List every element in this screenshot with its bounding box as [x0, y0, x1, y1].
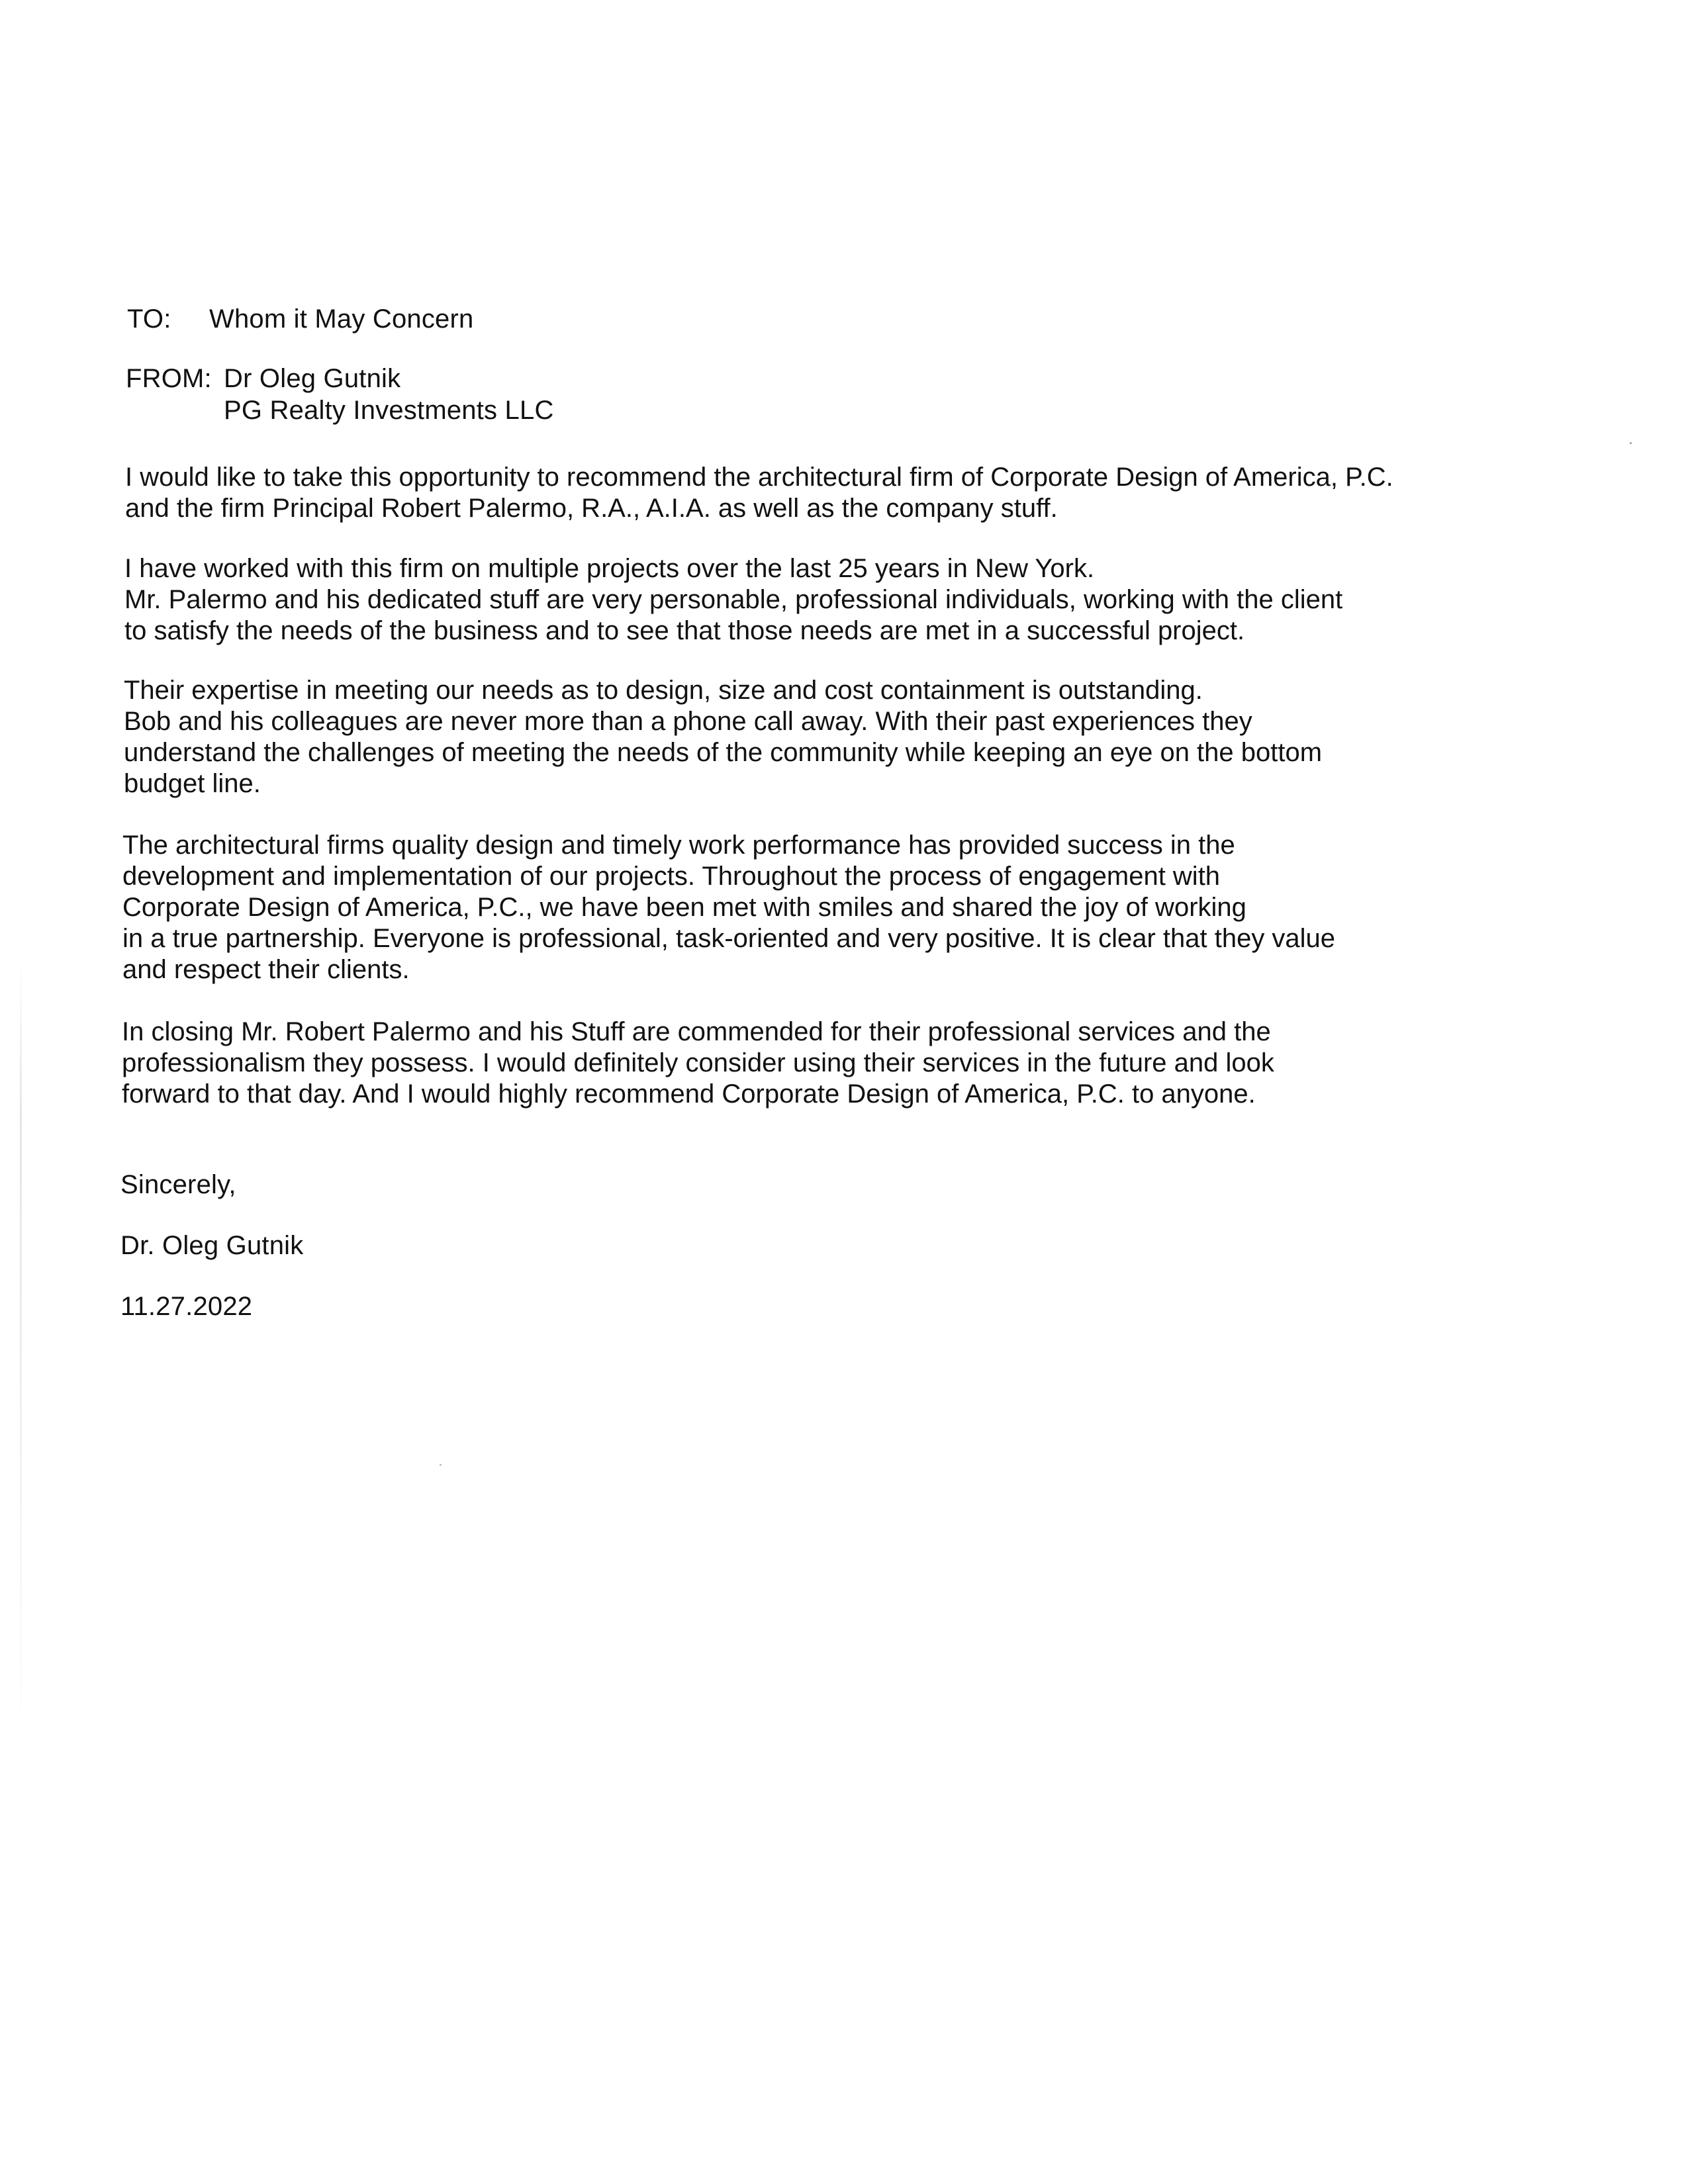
from-name: Dr Oleg Gutnik: [224, 364, 401, 393]
paragraph-line: Bob and his colleagues are never more than a phone call away. With their past experiences they: [124, 707, 1252, 736]
paragraph-line: Their expertise in meeting our needs as to design, size and cost containment is outstanding.: [124, 676, 1203, 705]
paragraph-line: The architectural firms quality design and timely work performance has provided success in the: [122, 831, 1235, 860]
paragraph-2: [124, 553, 1342, 647]
paragraph-4: [122, 830, 1335, 985]
paragraph-line: and the firm Principal Robert Palermo, R.A., A.I.A. as well as the company stuff.: [125, 494, 1058, 523]
from-company: PG Realty Investments LLC: [224, 396, 554, 425]
paragraph-line: and respect their clients.: [122, 955, 410, 984]
paragraph-line: Mr. Palermo and his dedicated stuff are very personable, professional individuals, working with the client: [124, 585, 1343, 614]
scan-edge-shadow: [20, 960, 22, 1741]
paragraph-5: [122, 1017, 1274, 1110]
scan-speck: [440, 1464, 442, 1466]
paragraph-line: In closing Mr. Robert Palermo and his Stuff are commended for their professional services and the: [122, 1017, 1271, 1046]
paragraph-line: I have worked with this firm on multiple projects over the last 25 years in New York.: [124, 554, 1095, 583]
paragraph-3: [124, 675, 1322, 799]
from-label: FROM:: [126, 364, 212, 393]
to-line: [127, 303, 473, 335]
paragraph-line: professionalism they possess. I would definitely consider using their services in the future and look: [122, 1048, 1274, 1077]
paragraph-line: development and implementation of our projects. Throughout the process of engagement with: [122, 862, 1221, 891]
to-label: TO:: [127, 304, 171, 334]
to-recipient: Whom it May Concern: [209, 304, 474, 334]
signer-name: Dr. Oleg Gutnik: [120, 1231, 304, 1260]
paragraph-line: forward to that day. And I would highly recommend Corporate Design of America, P.C. to anyone.: [122, 1079, 1256, 1109]
paragraph-line: to satisfy the needs of the business and to see that those needs are met in a successful project.: [124, 616, 1245, 645]
scan-speck: [1630, 442, 1632, 444]
closing-salutation: Sincerely,: [120, 1170, 236, 1199]
paragraph-line: understand the challenges of meeting the needs of the community while keeping an eye on the bottom: [124, 738, 1323, 767]
paragraph-line: budget line.: [124, 769, 261, 798]
letter-date: 11.27.2022: [120, 1292, 253, 1321]
paragraph-line: in a true partnership. Everyone is professional, task-oriented and very positive. It is clear that they value: [122, 924, 1336, 953]
paragraph-line: Corporate Design of America, P.C., we have been met with smiles and shared the joy of working: [122, 893, 1246, 922]
from-line: [126, 363, 400, 394]
paragraph-1: [125, 462, 1393, 524]
paragraph-line: I would like to take this opportunity to recommend the architectural firm of Corporate Design of America, P.C.: [125, 463, 1393, 492]
